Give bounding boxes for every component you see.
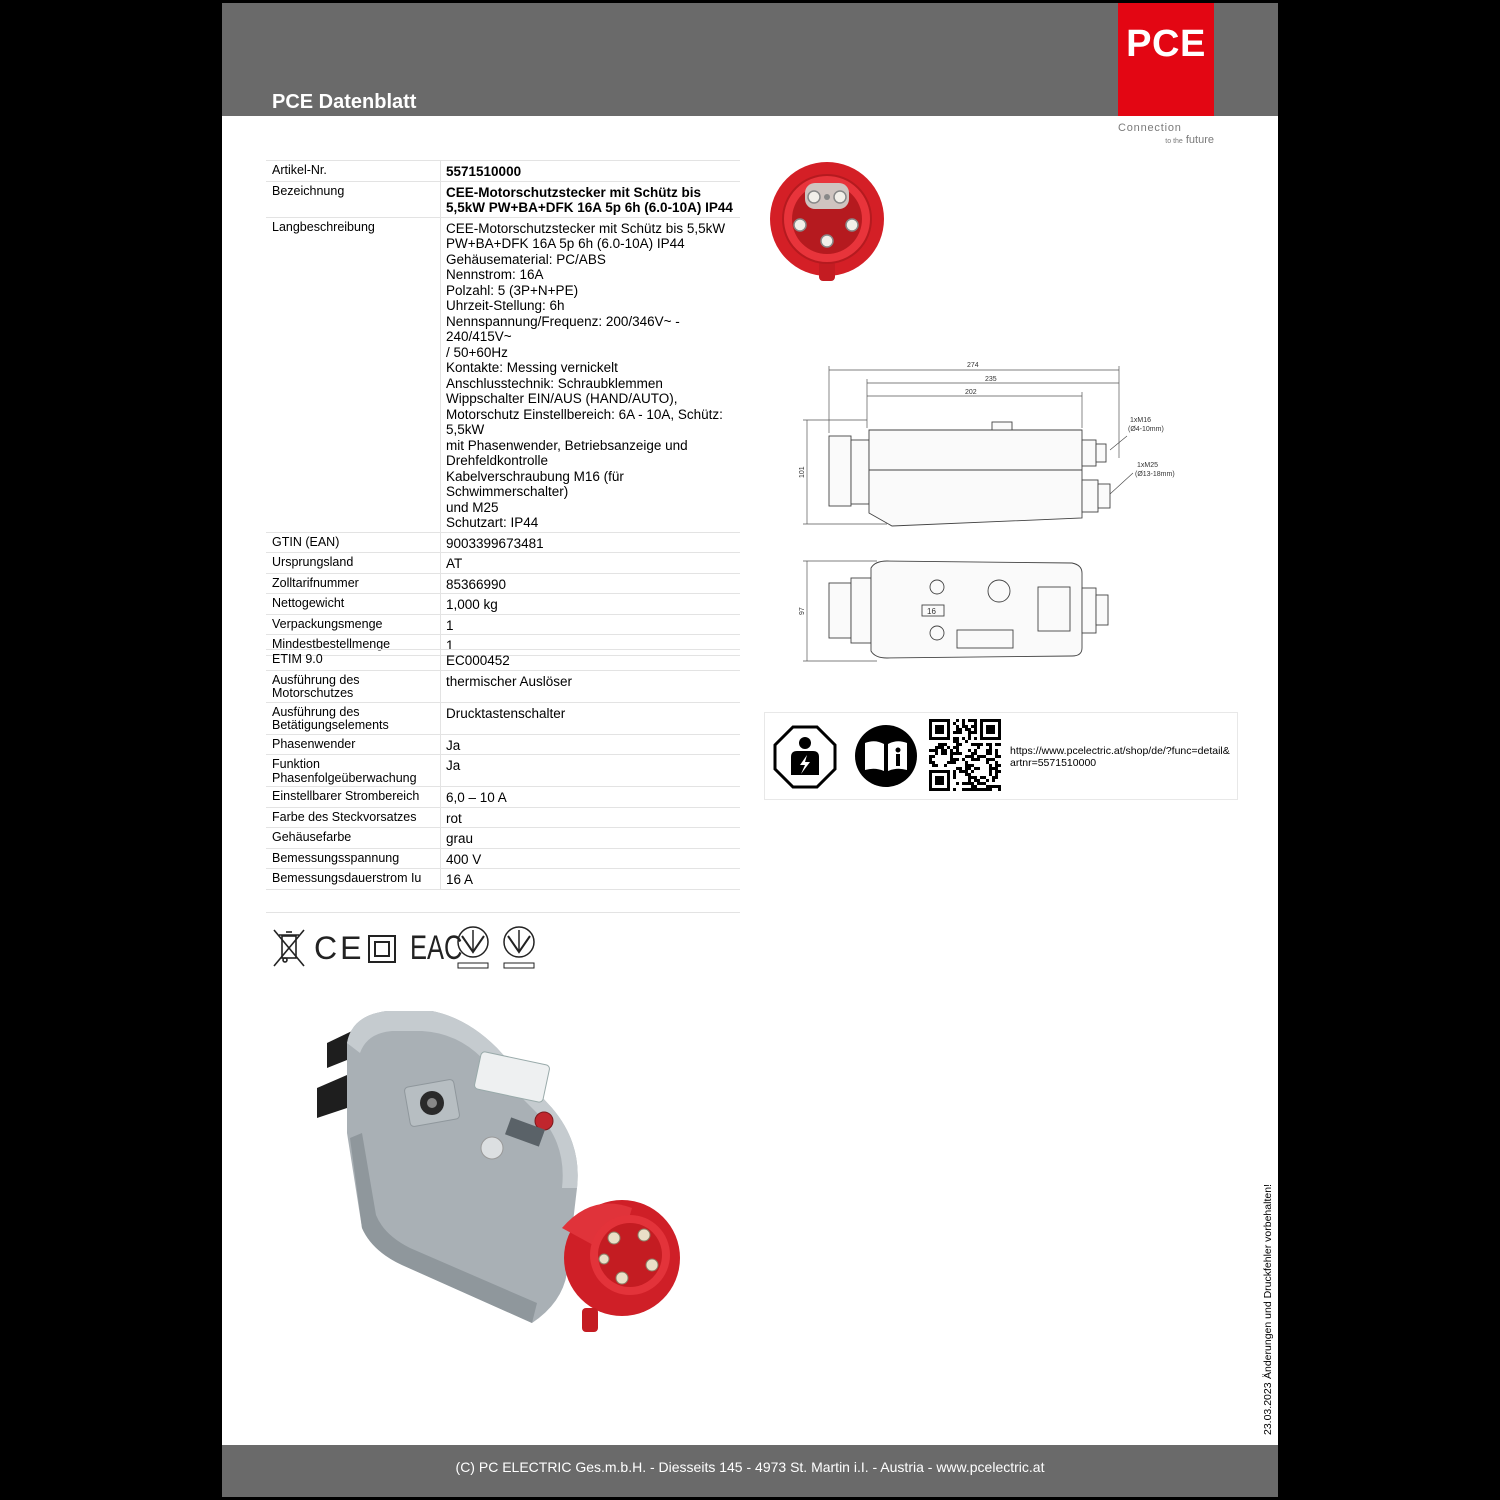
row-value: 9003399673481: [441, 532, 741, 553]
description-line: Motorschutz Einstellbereich: 6A - 10A, Schütz:: [446, 406, 723, 422]
description-line: Kabelverschraubung M16 (für Schwimmerschalter): [446, 468, 624, 499]
row-value: 400 V: [441, 848, 741, 869]
table-row: [266, 553, 740, 574]
table-row: [266, 217, 740, 532]
weee-bin-icon: [272, 928, 306, 968]
dim-274: 274: [967, 362, 979, 369]
row-key: Einstellbarer Strombereich: [266, 787, 441, 808]
table-row: [266, 670, 740, 702]
description-line: Drehfeldkontrolle: [446, 453, 549, 468]
dim-101: 101: [799, 466, 806, 478]
side-note-text: Änderungen und Druckfehler vorbehalten!: [1262, 1184, 1274, 1379]
logo-tagline: [1118, 122, 1214, 148]
row-value: AT: [441, 553, 741, 574]
dim-235: 235: [985, 376, 997, 383]
description-line: Wippschalter EIN/AUS (HAND/AUTO),: [446, 391, 678, 406]
table-row: [266, 702, 740, 734]
approval-mark-icon-2: [502, 924, 538, 970]
tagline-future: future: [1185, 134, 1214, 146]
table-row: [266, 181, 740, 217]
row-value: 1: [441, 635, 741, 656]
table-row: [266, 614, 740, 635]
plug-front-image: [767, 161, 887, 283]
row-value: Ja: [441, 734, 741, 755]
row-value: CEE-Motorschutzstecker mit Schütz bis 5,5kW PW+BA+DFK 16A 5p 6h (6.0-10A) IP44: [441, 181, 741, 217]
row-key: Artikel-Nr.: [266, 161, 441, 182]
row-key: Verpackungsmenge: [266, 614, 441, 635]
row-key-line: Funktion: [272, 757, 320, 771]
table-row: [266, 828, 740, 849]
description-line: Nennstrom: 16A: [446, 267, 544, 282]
row-key: [266, 755, 441, 787]
row-value: grau: [441, 828, 741, 849]
row-value: Drucktastenschalter: [441, 702, 741, 734]
tagline-line-1: Connection: [1118, 122, 1182, 134]
row-key: Farbe des Steckvorsatzes: [266, 807, 441, 828]
row-value: 16 A: [441, 869, 741, 890]
product-render-image: [292, 1003, 712, 1343]
row-key: Ursprungsland: [266, 553, 441, 574]
row-key: Nettogewicht: [266, 594, 441, 615]
description-line: Schutzart: IP44: [446, 515, 539, 530]
footer-text: (C) PC ELECTRIC Ges.m.b.H. - Diesseits 145 - 4973 St. Martin i.I. - Austria - www.pcelectric.at: [455, 1459, 1045, 1475]
footer-bar: [222, 1445, 1278, 1497]
datasheet-page: [222, 3, 1278, 1497]
row-key-line: Ausführung des: [272, 672, 360, 687]
description-line: PW+BA+DFK 16A 5p 6h (6.0-10A) IP44: [446, 236, 685, 251]
table-row: [266, 650, 740, 671]
description-line: / 50+60Hz: [446, 344, 508, 360]
separator-line: [266, 912, 740, 913]
article-table: [266, 160, 740, 656]
setting-label-16: 16: [927, 607, 936, 616]
row-key: [266, 702, 441, 734]
certification-icons: [272, 924, 542, 972]
description-line: und M25: [446, 499, 499, 515]
read-manual-icon: [853, 723, 919, 789]
description-line: Gehäusematerial: PC/ABS: [446, 251, 606, 267]
double-insulation-icon: [367, 934, 397, 964]
table-row: [266, 594, 740, 615]
etim-table: [266, 649, 740, 890]
eac-mark: EAC: [410, 929, 463, 967]
ce-mark: CE: [314, 930, 365, 966]
row-key-line: Phasenfolgeüberwachung: [272, 770, 417, 785]
info-box: [764, 712, 1238, 800]
row-key: ETIM 9.0: [266, 650, 441, 671]
row-key: Phasenwender: [266, 734, 441, 755]
top-view-drawing: [797, 553, 1137, 668]
description-line: mit Phasenwender, Betriebsanzeige und: [446, 437, 688, 453]
table-row: [266, 161, 740, 182]
dim-202: 202: [965, 389, 977, 396]
description-line: Uhrzeit-Stellung: 6h: [446, 298, 565, 313]
description-line: Kontakte: Messing vernickelt: [446, 360, 618, 375]
row-value: EC000452: [441, 650, 741, 671]
table-row: [266, 807, 740, 828]
pce-logo: [1118, 3, 1214, 116]
gland-m25-label: 1xM25: [1137, 462, 1159, 469]
row-key: [266, 670, 441, 702]
table-row: [266, 734, 740, 755]
row-key: Bemessungsdauerstrom Iu: [266, 869, 441, 890]
description-line: Anschlusstechnik: Schraubklemmen: [446, 375, 663, 391]
row-key: Zolltarifnummer: [266, 573, 441, 594]
table-row: [266, 787, 740, 808]
description-line: Polzahl: 5 (3P+N+PE): [446, 282, 579, 298]
description-line: Nennspannung/Frequenz: 200/346V~ - 240/415V~: [446, 313, 680, 344]
row-value: thermischer Auslöser: [441, 670, 741, 702]
qr-code: [929, 719, 1001, 791]
row-key-line: Ausführung des: [272, 704, 360, 719]
table-row: [266, 755, 740, 787]
table-row: [266, 848, 740, 869]
table-row: [266, 573, 740, 594]
row-value: 1: [441, 614, 741, 635]
row-value: rot: [441, 807, 741, 828]
tagline-line-2: [1118, 134, 1214, 148]
gland-m16-label: 1xM16: [1130, 417, 1152, 424]
approval-mark-icon-1: [456, 924, 492, 970]
gland-m16-range: (Ø4-10mm): [1128, 426, 1164, 433]
qr-url-text: https://www.pcelectric.at/shop/de/?func=detail&artnr=5571510000: [1010, 745, 1230, 769]
page-title: PCE Datenblatt: [272, 91, 417, 113]
row-value: [441, 217, 741, 532]
description-line: CEE-Motorschutzstecker mit Schütz bis 5,5kW: [446, 220, 726, 236]
logo-text: PCE: [1126, 23, 1206, 65]
table-row: [266, 869, 740, 890]
row-key: Gehäusefarbe: [266, 828, 441, 849]
gland-m25-range: (Ø13-18mm): [1135, 471, 1175, 478]
side-view-drawing: [797, 358, 1197, 533]
row-key: GTIN (EAN): [266, 532, 441, 553]
side-note-date: 23.03.2023: [1262, 1382, 1274, 1435]
row-value: 1,000 kg: [441, 594, 741, 615]
dim-97: 97: [799, 607, 806, 615]
row-value: 6,0 – 10 A: [441, 787, 741, 808]
side-note: [1262, 1184, 1274, 1435]
row-key: Langbeschreibung: [266, 217, 441, 532]
electrician-icon: [773, 725, 837, 789]
row-value: Ja: [441, 755, 741, 787]
row-key: Bemessungsspannung: [266, 848, 441, 869]
row-value: 85366990: [441, 573, 741, 594]
tagline-small: to the: [1165, 138, 1183, 145]
row-key: Bezeichnung: [266, 181, 441, 217]
row-key-line: Motorschutzes: [272, 686, 354, 700]
row-value: 5571510000: [441, 161, 741, 182]
row-key-line: Betätigungselements: [272, 718, 389, 732]
table-row: [266, 532, 740, 553]
description-line: 5,5kW: [446, 422, 485, 437]
row-key: Mindestbestellmenge: [266, 635, 441, 656]
